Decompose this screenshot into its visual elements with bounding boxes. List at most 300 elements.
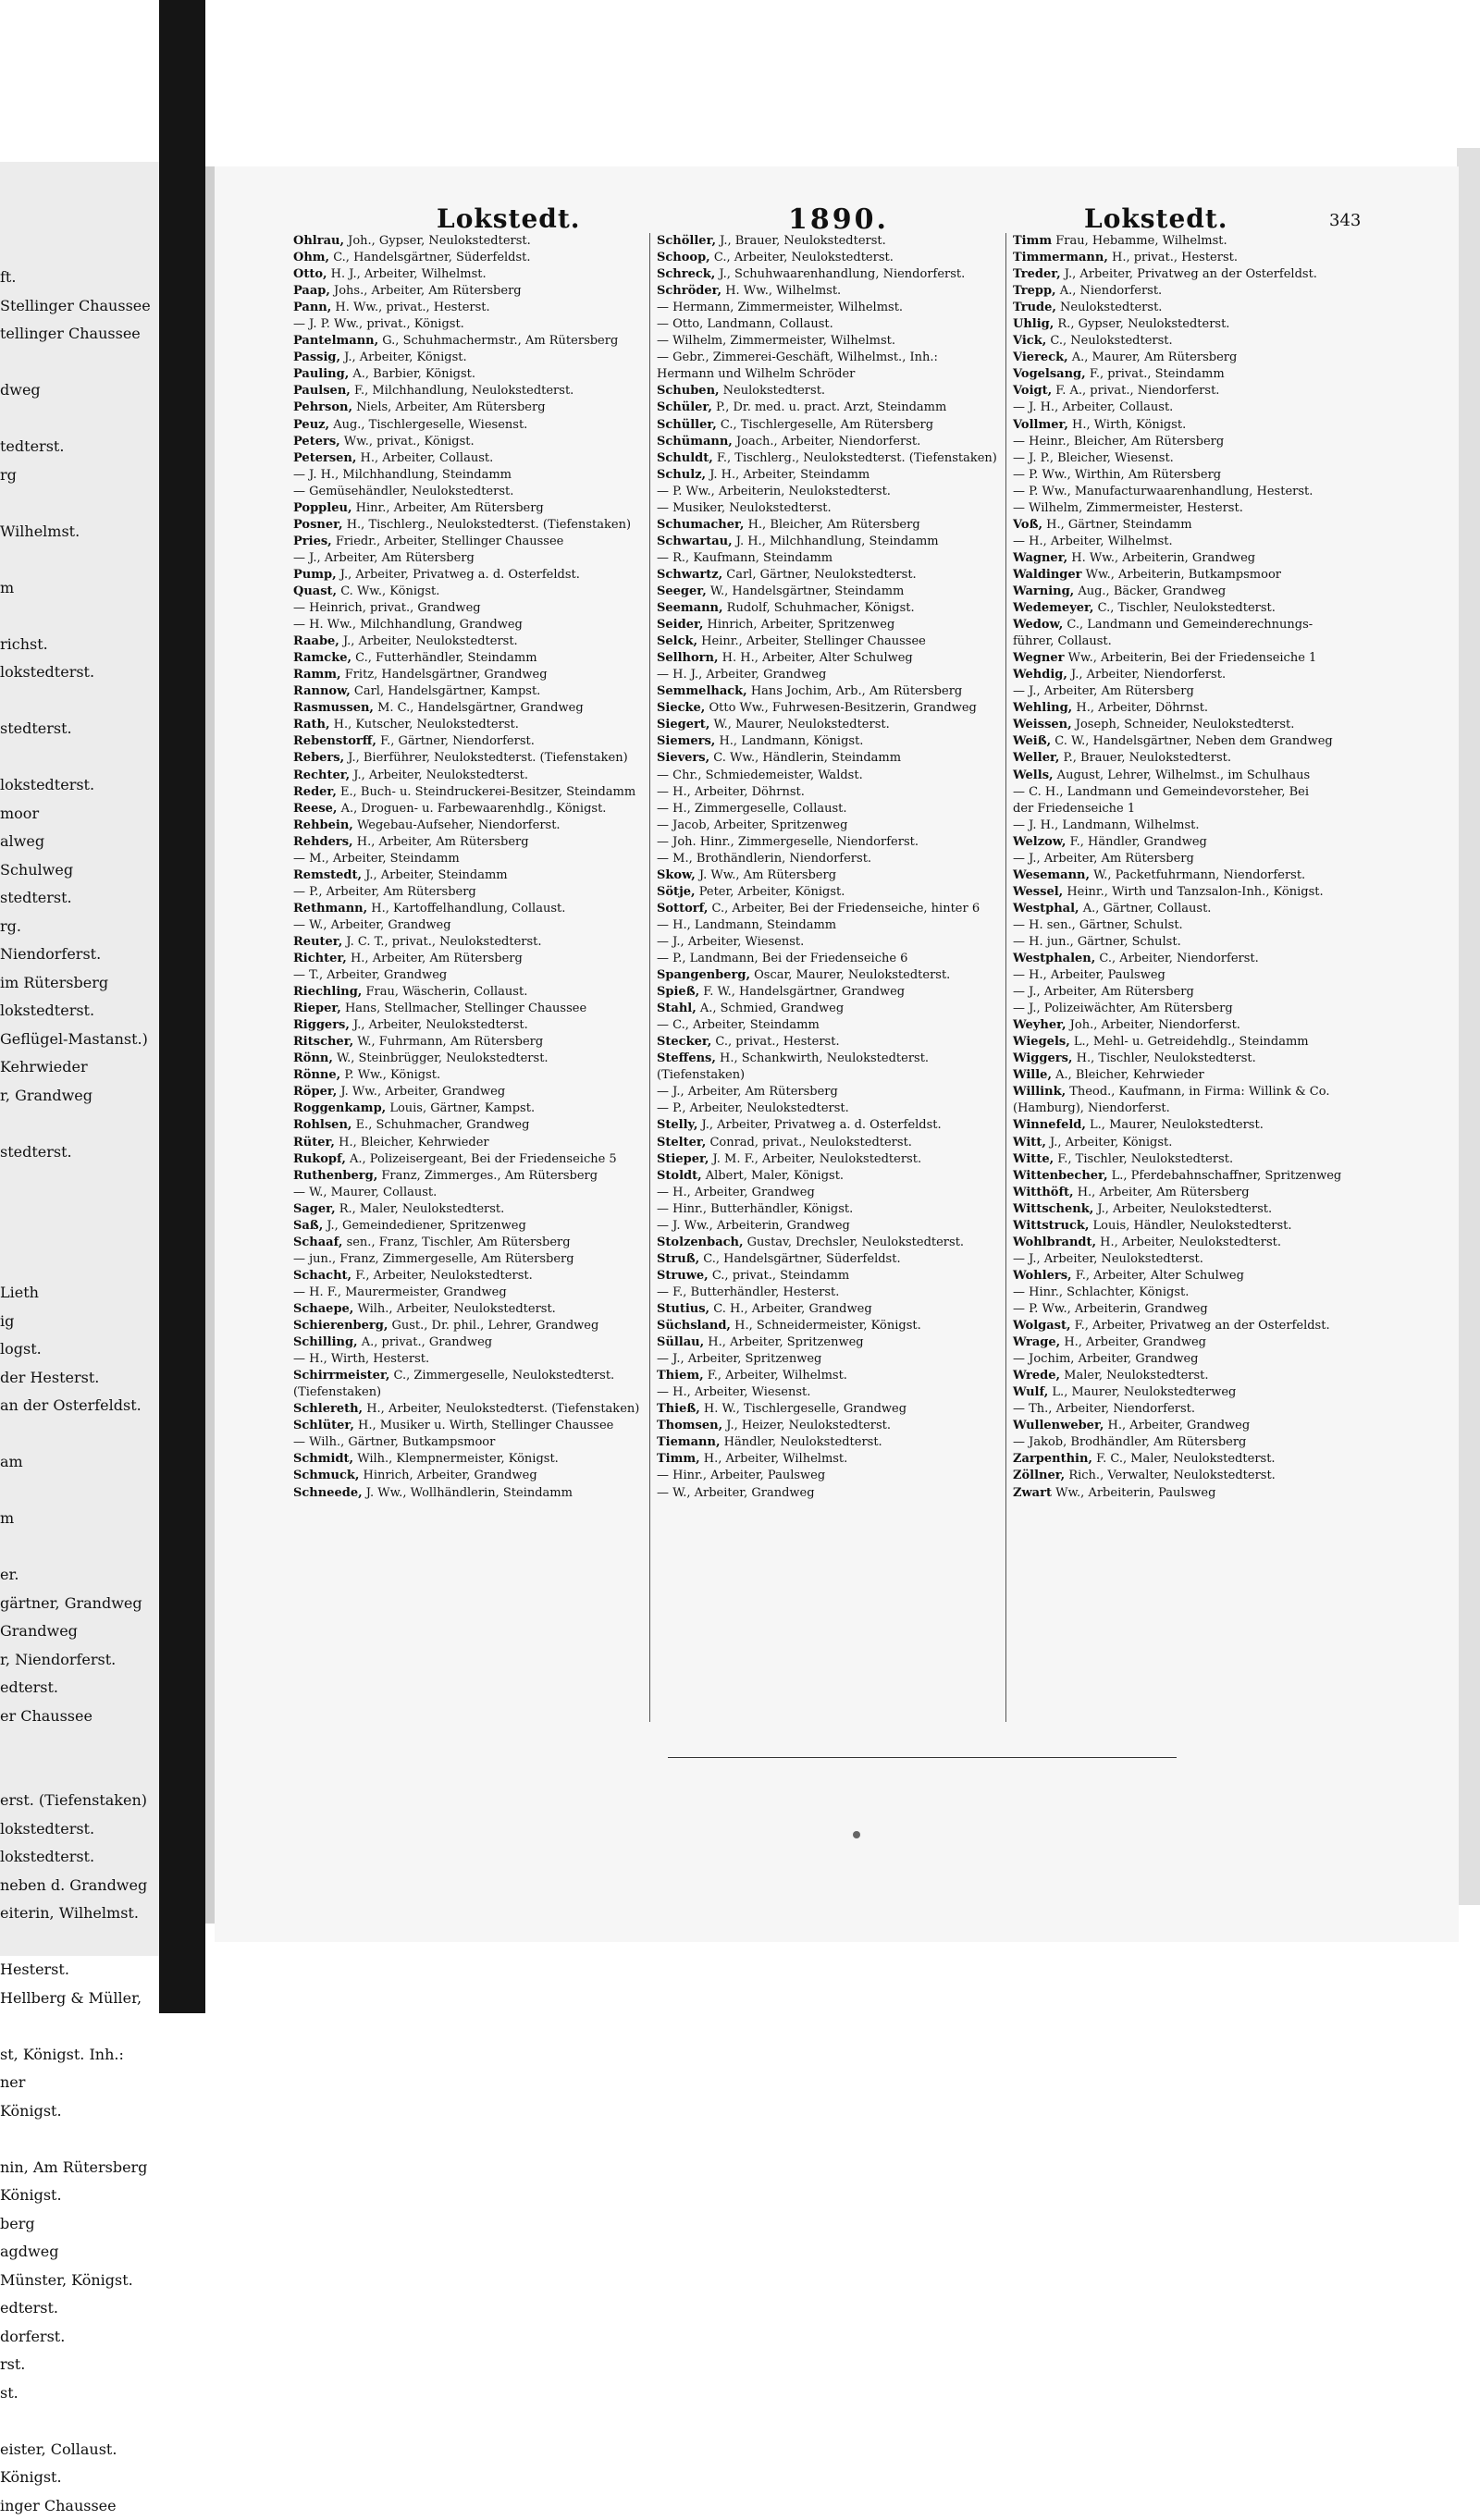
entry-details: — J. H., Landmann, Wilhelmst.	[1013, 818, 1200, 832]
entry-details: Neulokstedterst.	[1056, 301, 1163, 314]
entry-details: W., Maurer, Neulokstedterst.	[709, 718, 889, 731]
left-fragment-line: edterst.	[0, 1674, 159, 1703]
directory-entry	[293, 333, 654, 350]
directory-column-2	[657, 233, 1018, 1502]
entry-surname: Weyher,	[1013, 1018, 1067, 1032]
entry-details: J. M. F., Arbeiter, Neulokstedterst.	[709, 1152, 921, 1166]
entry-surname: Thiem,	[657, 1369, 704, 1383]
entry-surname: Wrage,	[1013, 1335, 1060, 1349]
entry-details: Louis, Gärtner, Kampst.	[386, 1101, 535, 1115]
directory-entry	[657, 1218, 1018, 1235]
entry-surname: Rasmussen,	[293, 701, 374, 715]
directory-entry	[293, 1218, 654, 1235]
directory-entry	[1013, 1334, 1383, 1351]
entry-details: H., Kartoffelhandlung, Collaust.	[367, 902, 565, 916]
directory-entry	[657, 383, 1018, 400]
directory-entry	[657, 517, 1018, 534]
entry-surname: Richter,	[293, 952, 347, 965]
directory-entry	[657, 584, 1018, 600]
entry-surname: Wehling,	[1013, 701, 1072, 715]
directory-entry	[293, 1100, 654, 1117]
entry-details: W., Fuhrmann, Am Rütersberg	[353, 1035, 543, 1049]
directory-entry	[1013, 867, 1383, 884]
directory-entry	[657, 1201, 1018, 1218]
entry-surname: Schlüter,	[293, 1419, 354, 1432]
entry-details: C. W., Handelsgärtner, Neben dem Grandweg	[1051, 734, 1333, 748]
entry-surname: Ramcke,	[293, 651, 352, 665]
entry-surname: Wedemeyer,	[1013, 601, 1093, 615]
entry-surname: Vollmer,	[1013, 418, 1068, 432]
entry-surname: Schierenberg,	[293, 1319, 388, 1333]
directory-entry	[293, 700, 654, 717]
entry-surname: Reese,	[293, 802, 337, 816]
entry-surname: Voß,	[1013, 518, 1042, 532]
entry-details: H., Arbeiter, Wilhelmst.	[700, 1452, 848, 1466]
entry-details: F., Tischlerg., Neulokstedterst. (Tiefenstaken)	[713, 451, 997, 465]
entry-details: H., Arbeiter, Neulokstedterst.	[1096, 1235, 1281, 1249]
entry-details: Hans Jochim, Arb., Am Rütersberg	[747, 684, 963, 698]
entry-details: R., Gypser, Neulokstedterst.	[1054, 317, 1229, 331]
directory-entry	[1013, 567, 1383, 584]
entry-surname: Quast,	[293, 584, 337, 598]
entry-details: — C., Arbeiter, Steindamm	[657, 1018, 820, 1032]
directory-entry	[657, 1235, 1018, 1251]
entry-details: Carl, Handelsgärtner, Kampst.	[351, 684, 541, 698]
left-fragment-line: rg	[0, 461, 159, 490]
entry-surname: Spangenberg,	[657, 968, 750, 982]
entry-details: Maler, Neulokstedterst.	[1060, 1369, 1208, 1383]
left-fragment-line: lokstedterst.	[0, 658, 159, 687]
directory-entry	[293, 801, 654, 817]
left-fragment-line: dorferst.	[0, 2323, 159, 2352]
directory-entry	[293, 667, 654, 683]
entry-details: H., Schankwirth, Neulokstedterst.	[716, 1051, 929, 1065]
entry-details: — Otto, Landmann, Collaust.	[657, 317, 833, 331]
entry-surname: Uhlig,	[1013, 317, 1054, 331]
entry-details: — J., Arbeiter, Am Rütersberg	[1013, 684, 1194, 698]
directory-entry	[293, 434, 654, 450]
entry-surname: Timm	[1013, 234, 1052, 248]
entry-surname: Rath,	[293, 718, 330, 731]
directory-entry	[1013, 1067, 1383, 1084]
entry-surname: Wrede,	[1013, 1369, 1060, 1383]
entry-details: M. C., Handelsgärtner, Grandweg	[374, 701, 584, 715]
entry-details: Aug., Tischlergeselle, Wiesenst.	[329, 418, 527, 432]
directory-entry	[293, 1485, 654, 1502]
directory-entry	[1013, 851, 1383, 867]
left-fragment-line: Schulweg	[0, 856, 159, 885]
entry-details: J., Schuhwaarenhandlung, Niendorferst.	[715, 267, 965, 281]
entry-details: Joseph, Schneider, Neulokstedterst.	[1072, 718, 1295, 731]
entry-details: — P., Arbeiter, Am Rütersberg	[293, 885, 476, 899]
entry-details: — H., Arbeiter, Grandweg	[657, 1186, 815, 1199]
entry-surname: Wagner,	[1013, 551, 1067, 565]
left-fragment-line: gärtner, Grandweg	[0, 1590, 159, 1618]
directory-entry	[657, 934, 1018, 951]
entry-details: Friedr., Arbeiter, Stellinger Chaussee	[332, 535, 564, 548]
entry-details: Fritz, Handelsgärtner, Grandweg	[341, 668, 548, 682]
entry-details: — Jochim, Arbeiter, Grandweg	[1013, 1352, 1199, 1366]
entry-details: Hinrich, Arbeiter, Spritzenweg	[703, 618, 894, 632]
entry-details: — H. sen., Gärtner, Schulst.	[1013, 918, 1183, 932]
entry-surname: Roggenkamp,	[293, 1101, 386, 1115]
left-fragment-line: Münster, Königst.	[0, 2267, 159, 2295]
entry-surname: Ruthenberg,	[293, 1169, 377, 1183]
directory-entry	[293, 467, 654, 484]
entry-surname: Schoop,	[657, 251, 710, 264]
entry-details: A., Maurer, Am Rütersberg	[1068, 350, 1238, 364]
entry-details: P., Brauer, Neulokstedterst.	[1059, 751, 1231, 765]
directory-entry	[1013, 934, 1383, 951]
directory-entry	[293, 383, 654, 400]
entry-details: J., Arbeiter, Königst.	[340, 350, 467, 364]
entry-details: F., Händler, Grandweg	[1066, 835, 1206, 849]
directory-entry	[657, 350, 1018, 366]
entry-surname: Rönne,	[293, 1068, 340, 1082]
entry-details: Neulokstedterst.	[720, 384, 826, 398]
entry-surname: Wegner	[1013, 651, 1064, 665]
entry-surname: Wohlbrandt,	[1013, 1235, 1096, 1249]
directory-entry	[293, 1285, 654, 1301]
directory-entry	[293, 517, 654, 534]
directory-entry	[657, 500, 1018, 517]
entry-surname: Wille,	[1013, 1068, 1052, 1082]
directory-entry	[293, 884, 654, 901]
entry-surname: Remstedt,	[293, 868, 362, 882]
left-fragment-line: ft.	[0, 264, 159, 292]
entry-surname: Paulsen,	[293, 384, 351, 398]
entry-details: — Chr., Schmiedemeister, Waldst.	[657, 768, 863, 782]
left-fragment-line: Königst.	[0, 2464, 159, 2492]
directory-entry	[293, 266, 654, 283]
entry-surname: Wittenbecher,	[1013, 1169, 1107, 1183]
entry-surname: Raabe,	[293, 634, 339, 648]
directory-entry	[1013, 1418, 1383, 1434]
entry-details: R., Maler, Neulokstedterst.	[336, 1202, 505, 1216]
directory-entry	[1013, 1017, 1383, 1034]
entry-details: — T., Arbeiter, Grandweg	[293, 968, 447, 982]
directory-entry	[293, 1268, 654, 1285]
directory-entry	[657, 1117, 1018, 1134]
directory-entry	[1013, 750, 1383, 767]
entry-surname: Rehbein,	[293, 818, 353, 832]
left-fragment-line: rg.	[0, 913, 159, 941]
directory-entry	[657, 667, 1018, 683]
directory-entry	[657, 1151, 1018, 1168]
entry-details: — Joh. Hinr., Zimmergeselle, Niendorferst.	[657, 835, 919, 849]
directory-entry	[657, 1084, 1018, 1100]
entry-surname: Welzow,	[1013, 835, 1066, 849]
entry-details: — H., Arbeiter, Paulsweg	[1013, 968, 1166, 982]
directory-entry	[1013, 600, 1383, 617]
directory-entry	[1013, 784, 1383, 801]
entry-details: F., Milchhandlung, Neulokstedterst.	[351, 384, 574, 398]
left-fragment-line	[0, 349, 159, 377]
entry-details: — Hinr., Butterhändler, Königst.	[657, 1202, 853, 1216]
directory-entry	[1013, 400, 1383, 416]
entry-surname: Posner,	[293, 518, 343, 532]
entry-surname: Wesemann,	[1013, 868, 1090, 882]
entry-details: C., Handelsgärtner, Süderfeldst.	[329, 251, 530, 264]
left-fragment-line	[0, 1420, 159, 1449]
entry-details: — H., Wirth, Hesterst.	[293, 1352, 429, 1366]
directory-entry	[657, 801, 1018, 817]
directory-entry	[657, 1051, 1018, 1067]
directory-entry	[1013, 768, 1383, 784]
directory-entry	[293, 1151, 654, 1168]
directory-entry	[293, 584, 654, 600]
entry-surname: Viereck,	[1013, 350, 1068, 364]
entry-details: H., Arbeiter, Neulokstedterst. (Tiefenstaken)	[363, 1402, 639, 1416]
directory-entry	[293, 750, 654, 767]
entry-surname: Vogelsang,	[1013, 367, 1086, 381]
directory-entry	[1013, 834, 1383, 851]
left-fragment-line	[0, 1928, 159, 1957]
entry-surname: Reuter,	[293, 935, 342, 949]
directory-entry	[1013, 617, 1383, 633]
entry-details: — F., Butterhändler, Hesterst.	[657, 1285, 839, 1299]
entry-details: H., Arbeiter, Grandweg	[1104, 1419, 1250, 1432]
directory-entry	[1013, 300, 1383, 316]
entry-surname: Stahl,	[657, 1002, 697, 1015]
entry-details: führer, Collaust.	[1013, 634, 1112, 648]
directory-entry	[1013, 434, 1383, 450]
entry-details: J. Ww., Arbeiter, Grandweg	[337, 1085, 505, 1099]
directory-entry	[293, 1034, 654, 1051]
entry-details: J. H., Arbeiter, Steindamm	[706, 468, 870, 482]
entry-surname: Wittschenk,	[1013, 1202, 1093, 1216]
left-fragment-line: r, Niendorferst.	[0, 1646, 159, 1675]
left-fragment-line: nin, Am Rütersberg	[0, 2154, 159, 2182]
entry-details: — Heinrich, privat., Grandweg	[293, 601, 481, 615]
left-fragment-line: logst.	[0, 1335, 159, 1364]
entry-surname: Schlereth,	[293, 1402, 363, 1416]
entry-details: — J., Arbeiter, Spritzenweg	[657, 1352, 821, 1366]
entry-details: H. Ww., privat., Hesterst.	[331, 301, 489, 314]
entry-surname: Sottorf,	[657, 902, 708, 916]
entry-details: C., Landmann und Gemeinderechnungs-	[1063, 618, 1313, 632]
directory-entry	[293, 867, 654, 884]
entry-details: Joh., Arbeiter, Niendorferst.	[1067, 1018, 1240, 1032]
entry-details: sen., Franz, Tischler, Am Rütersberg	[342, 1235, 570, 1249]
entry-details: L., Mehl- u. Getreidehdlg., Steindamm	[1070, 1035, 1309, 1049]
entry-surname: Schöller,	[657, 234, 716, 248]
directory-entry	[1013, 1384, 1383, 1401]
entry-details: C., Arbeiter, Niendorferst.	[1095, 952, 1258, 965]
directory-entry	[293, 817, 654, 834]
entry-details: F., Arbeiter, Neulokstedterst.	[352, 1269, 533, 1283]
entry-details: H. H., Arbeiter, Alter Schulweg	[719, 651, 913, 665]
left-fragment-line	[0, 1195, 159, 1223]
entry-surname: Timm,	[657, 1452, 700, 1466]
left-fragment-line: tedterst.	[0, 433, 159, 461]
left-fragment-line: Stellinger Chaussee	[0, 292, 159, 321]
directory-entry	[1013, 1301, 1383, 1318]
entry-details: J., Arbeiter, Privatweg an der Osterfeldst.	[1061, 267, 1317, 281]
directory-entry	[1013, 1451, 1383, 1468]
entry-details: der Friedenseiche 1	[1013, 802, 1135, 816]
directory-entry	[657, 1034, 1018, 1051]
entry-details: — H., Arbeiter, Wilhelmst.	[1013, 535, 1173, 548]
directory-entry	[657, 400, 1018, 416]
directory-entry	[1013, 233, 1383, 250]
entry-details: F., Tischler, Neulokstedterst.	[1054, 1152, 1233, 1166]
directory-entry	[657, 434, 1018, 450]
entry-details: H., Arbeiter, Am Rütersberg	[347, 952, 523, 965]
entry-surname: Stoldt,	[657, 1169, 702, 1183]
directory-entry	[1013, 1285, 1383, 1301]
entry-surname: Warning,	[1013, 584, 1074, 598]
entry-surname: Siegert,	[657, 718, 709, 731]
entry-surname: Sievers,	[657, 751, 709, 765]
entry-details: H., Arbeiter, Grandweg	[1060, 1335, 1206, 1349]
entry-surname: Stelly,	[657, 1118, 697, 1132]
entry-details: — H., Landmann, Steindamm	[657, 918, 836, 932]
directory-entry	[657, 1318, 1018, 1334]
entry-details: — W., Arbeiter, Grandweg	[293, 918, 451, 932]
directory-entry	[657, 867, 1018, 884]
directory-entry	[293, 1051, 654, 1067]
entry-details: Albert, Maler, Königst.	[702, 1169, 844, 1183]
directory-column-1	[293, 233, 654, 1502]
directory-entry	[657, 851, 1018, 867]
left-fragment-line	[0, 1166, 159, 1195]
entry-surname: Thomsen,	[657, 1419, 722, 1432]
directory-entry	[293, 283, 654, 300]
entry-surname: Pries,	[293, 535, 332, 548]
entry-details: J., Arbeiter, Königst.	[1046, 1136, 1173, 1149]
directory-entry	[293, 500, 654, 517]
directory-entry	[657, 233, 1018, 250]
entry-details: J., Arbeiter, Neulokstedterst.	[339, 634, 518, 648]
directory-entry	[657, 884, 1018, 901]
entry-details: J., Brauer, Neulokstedterst.	[716, 234, 886, 248]
entry-surname: Pann,	[293, 301, 331, 314]
directory-entry	[657, 1251, 1018, 1268]
entry-surname: Rönn,	[293, 1051, 333, 1065]
directory-entry	[1013, 1151, 1383, 1168]
entry-surname: Trepp,	[1013, 284, 1056, 298]
directory-entry	[293, 851, 654, 867]
entry-details: — C. H., Landmann und Gemeindevorsteher, Bei	[1013, 785, 1309, 799]
entry-surname: Schmuck,	[293, 1469, 359, 1482]
left-fragment-line	[0, 2407, 159, 2436]
entry-surname: Rukopf,	[293, 1152, 346, 1166]
directory-entry	[1013, 366, 1383, 383]
left-fragment-line: stedterst.	[0, 715, 159, 744]
directory-entry	[657, 1485, 1018, 1502]
entry-details: H., Kutscher, Neulokstedterst.	[330, 718, 519, 731]
directory-entry	[1013, 1235, 1383, 1251]
entry-details: F. A., privat., Niendorferst.	[1052, 384, 1219, 398]
entry-details: — M., Brothändlerin, Niendorferst.	[657, 852, 871, 866]
directory-entry	[657, 683, 1018, 700]
directory-entry	[293, 1117, 654, 1134]
entry-surname: Schüler,	[657, 400, 712, 414]
entry-details: — P., Landmann, Bei der Friedenseiche 6	[657, 952, 907, 965]
entry-surname: Sötje,	[657, 885, 696, 899]
directory-entry	[293, 633, 654, 650]
entry-surname: Tiemann,	[657, 1435, 721, 1449]
entry-surname: Sellhorn,	[657, 651, 719, 665]
entry-surname: Riechling,	[293, 985, 362, 999]
entry-details: — Hinr., Arbeiter, Paulsweg	[657, 1469, 825, 1482]
directory-entry	[657, 1468, 1018, 1484]
directory-entry	[657, 467, 1018, 484]
entry-surname: Schacht,	[293, 1269, 352, 1283]
entry-details: — Gebr., Zimmerei-Geschäft, Wilhelmst., Inh.:	[657, 350, 938, 364]
entry-details: — J. H., Milchhandlung, Steindamm	[293, 468, 512, 482]
entry-surname: Spieß,	[657, 985, 699, 999]
entry-surname: Pehrson,	[293, 400, 352, 414]
directory-entry	[1013, 534, 1383, 550]
directory-entry	[657, 1001, 1018, 1017]
entry-surname: Schilling,	[293, 1335, 358, 1349]
left-fragment-line: edterst.	[0, 2294, 159, 2323]
entry-details: J., Arbeiter, Niendorferst.	[1067, 668, 1226, 682]
entry-details: — J., Arbeiter, Neulokstedterst.	[1013, 1252, 1203, 1266]
directory-entry	[657, 417, 1018, 434]
entry-surname: Zwart	[1013, 1486, 1052, 1500]
entry-surname: Stutius,	[657, 1302, 709, 1316]
entry-details: (Tiefenstaken)	[293, 1385, 381, 1399]
left-fragment-line: stedterst.	[0, 1138, 159, 1167]
directory-entry	[657, 316, 1018, 333]
directory-entry	[657, 633, 1018, 650]
entry-details: A., Gärtner, Collaust.	[1079, 902, 1212, 916]
entry-surname: Sager,	[293, 1202, 336, 1216]
entry-details: Ww., Arbeiterin, Paulsweg	[1052, 1486, 1215, 1500]
left-fragment-line	[0, 1477, 159, 1506]
directory-entry	[293, 1185, 654, 1201]
entry-details: A., Polizeisergeant, Bei der Friedenseiche 5	[346, 1152, 617, 1166]
entry-surname: Treder,	[1013, 267, 1061, 281]
entry-details: J. Ww., Wollhändlerin, Steindamm	[363, 1486, 573, 1500]
entry-details: A., Droguen- u. Farbewaarenhdlg., Königst.	[337, 802, 606, 816]
entry-details: — J., Arbeiter, Am Rütersberg	[293, 551, 475, 565]
directory-entry	[293, 984, 654, 1001]
column-rule	[649, 233, 650, 1722]
directory-entry	[1013, 733, 1383, 750]
entry-surname: Seemann,	[657, 601, 723, 615]
entry-details: H., Musiker u. Wirth, Stellinger Chaussee	[354, 1419, 614, 1432]
left-fragment-line: stedterst.	[0, 884, 159, 913]
directory-entry	[657, 1434, 1018, 1451]
entry-surname: Wiegels,	[1013, 1035, 1070, 1049]
entry-details: Rudolf, Schuhmacher, Königst.	[723, 601, 915, 615]
directory-entry	[1013, 1318, 1383, 1334]
directory-entry	[657, 266, 1018, 283]
directory-entry	[1013, 1135, 1383, 1151]
left-fragment-line: am	[0, 1448, 159, 1477]
directory-entry	[293, 600, 654, 617]
entry-surname: Röper,	[293, 1085, 337, 1099]
directory-entry	[657, 1135, 1018, 1151]
left-fragment-line	[0, 687, 159, 716]
directory-entry	[293, 683, 654, 700]
directory-entry	[657, 1418, 1018, 1434]
entry-details: — P. Ww., Arbeiterin, Neulokstedterst.	[657, 485, 891, 498]
left-fragment-line: lokstedterst.	[0, 997, 159, 1026]
entry-surname: Witt,	[1013, 1136, 1046, 1149]
running-header-year: 1890.	[788, 203, 889, 240]
left-fragment-line: st.	[0, 2379, 159, 2408]
left-fragment-line: er.	[0, 1561, 159, 1590]
entry-surname: Petersen,	[293, 451, 356, 465]
entry-surname: Wedow,	[1013, 618, 1063, 632]
directory-entry	[657, 366, 1018, 383]
left-fragment-line: inger Chaussee	[0, 2492, 159, 2520]
